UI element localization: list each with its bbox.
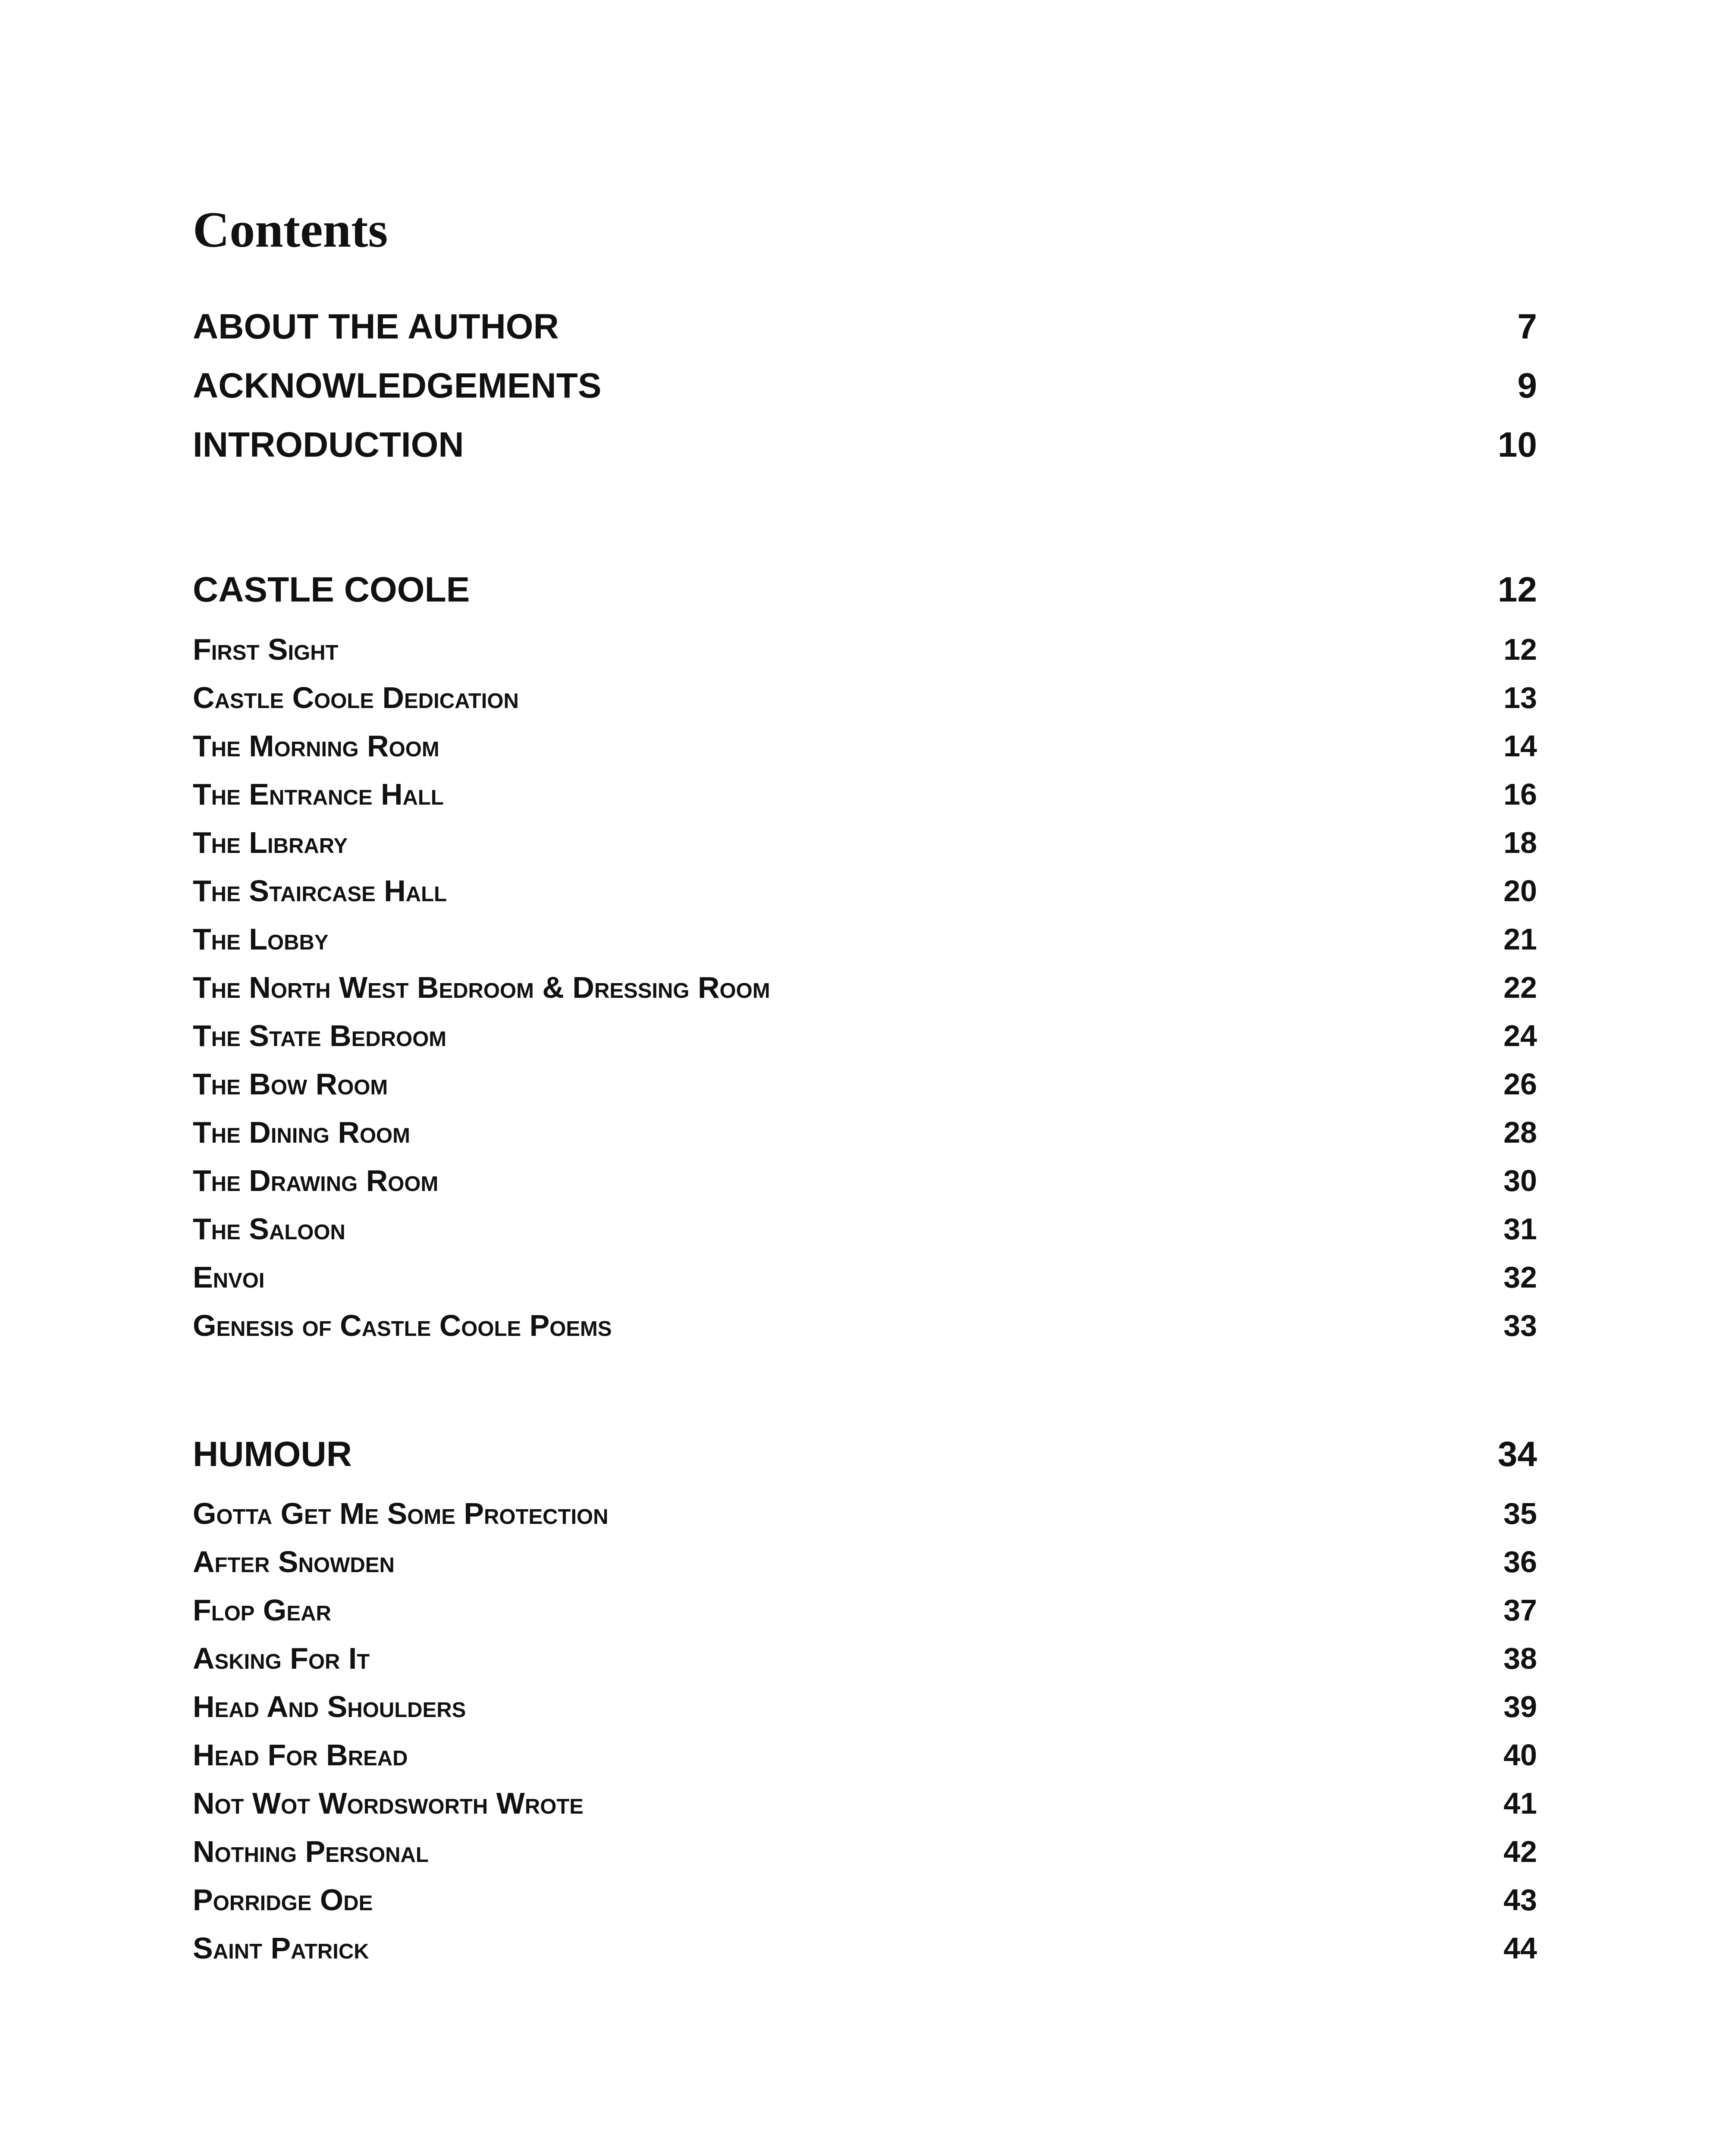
toc-entry-label: The Entrance Hall [193,777,444,811]
toc-entry[interactable] [193,727,1537,765]
toc-entry[interactable] [193,824,1537,862]
toc-entry[interactable] [193,1784,1537,1822]
toc-entry-label: INTRODUCTION [193,425,464,464]
toc-page-number: 28 [1503,1116,1537,1149]
toc-entry-label: The Drawing Room [193,1164,439,1197]
toc-entry[interactable] [193,1113,1537,1151]
toc-page-number: 33 [1503,1309,1537,1342]
toc-entry[interactable] [193,1736,1537,1774]
toc-entry[interactable] [193,872,1537,910]
toc-entry[interactable] [193,1833,1537,1871]
toc-entry-acknowledgements[interactable] [193,364,1537,407]
toc-page-number: 9 [1517,366,1537,405]
toc-page-number: 34 [1497,1435,1537,1474]
toc-entry-label: The State Bedroom [193,1019,447,1053]
toc-page-number: 10 [1497,425,1537,464]
toc-page-number: 14 [1503,729,1537,763]
toc-page-number: 21 [1503,922,1537,956]
toc-entry[interactable] [193,1162,1537,1200]
toc-page-number: 26 [1503,1067,1537,1101]
toc-entry-label: The Staircase Hall [193,874,447,908]
toc-entry[interactable] [193,1591,1537,1629]
toc-entry[interactable] [193,775,1537,813]
toc-page-number: 41 [1503,1786,1537,1820]
toc-page-number: 43 [1503,1883,1537,1917]
toc-page-number: 39 [1503,1690,1537,1724]
toc-page-number: 40 [1503,1738,1537,1772]
toc-entry-about-the-author[interactable] [193,305,1537,348]
toc-page-number: 37 [1503,1593,1537,1627]
toc-entry-label: The Library [193,826,348,859]
toc-entry-label: Castle Coole Dedication [193,681,519,714]
toc-entry-label: The Saloon [193,1212,345,1246]
toc-entry-label: The Lobby [193,922,329,956]
toc-page-number: 12 [1497,570,1537,609]
toc-entry[interactable] [193,1881,1537,1919]
toc-entry[interactable] [193,1688,1537,1726]
toc-page-number: 18 [1503,826,1537,859]
toc-entry-label: Asking For It [193,1642,370,1675]
toc-page-number: 36 [1503,1545,1537,1579]
toc-page-number: 24 [1503,1019,1537,1053]
toc-entry-label: First Sight [193,633,339,666]
toc-entry[interactable] [193,920,1537,958]
toc-section-heading-castle-coole[interactable] [193,568,1537,611]
toc-section-heading-humour[interactable] [193,1433,1537,1476]
toc-entry[interactable] [193,1929,1537,1967]
toc-entry[interactable] [193,1017,1537,1055]
toc-entry-introduction[interactable] [193,423,1537,467]
toc-entry-label: Not Wot Wordsworth Wrote [193,1786,584,1820]
toc-page-number: 22 [1503,971,1537,1004]
toc-entry-label: Nothing Personal [193,1835,429,1868]
toc-entry[interactable] [193,1639,1537,1677]
toc-page-number: 42 [1503,1835,1537,1868]
toc-entry[interactable] [193,630,1537,668]
toc-entry[interactable] [193,1065,1537,1103]
toc-page-number: 32 [1503,1260,1537,1294]
toc-entry-label: The Dining Room [193,1116,410,1149]
toc-section-label: CASTLE COOLE [193,570,470,609]
toc-entry-label: Envoi [193,1260,265,1294]
toc-entry[interactable] [193,1210,1537,1248]
toc-page-number: 30 [1503,1164,1537,1197]
toc-page-number: 20 [1503,874,1537,908]
toc-entry-label: Head For Bread [193,1738,408,1772]
toc-entry-label: Flop Gear [193,1593,331,1627]
toc-entry-label: The Bow Room [193,1067,388,1101]
toc-entry[interactable] [193,1258,1537,1296]
toc-section-label: HUMOUR [193,1435,352,1474]
toc-page-number: 12 [1503,633,1537,666]
toc-page-number: 38 [1503,1642,1537,1675]
toc-entry-label: Gotta Get Me Some Protection [193,1497,609,1530]
toc-entry[interactable] [193,679,1537,717]
toc-page-number: 35 [1503,1497,1537,1530]
toc-entry-label: Saint Patrick [193,1931,369,1965]
toc-entry-label: Genesis of Castle Coole Poems [193,1309,612,1342]
toc-entry-label: The Morning Room [193,729,439,763]
toc-entry[interactable] [193,1307,1537,1344]
page-title: Contents [193,201,388,258]
toc-page-number: 13 [1503,681,1537,714]
toc-entry[interactable] [193,1543,1537,1581]
toc-entry-label: ACKNOWLEDGEMENTS [193,366,602,405]
toc-page-number: 7 [1517,307,1537,346]
toc-entry-label: After Snowden [193,1545,395,1579]
toc-page-number: 16 [1503,777,1537,811]
toc-entry-label: Porridge Ode [193,1883,373,1917]
toc-entry-label: Head And Shoulders [193,1690,466,1724]
toc-entry[interactable] [193,968,1537,1006]
toc-entry[interactable] [193,1495,1537,1532]
toc-page-number: 44 [1503,1931,1537,1965]
toc-entry-label: The North West Bedroom & Dressing Room [193,971,770,1004]
toc-entry-label: ABOUT THE AUTHOR [193,307,559,346]
toc-page-number: 31 [1503,1212,1537,1246]
